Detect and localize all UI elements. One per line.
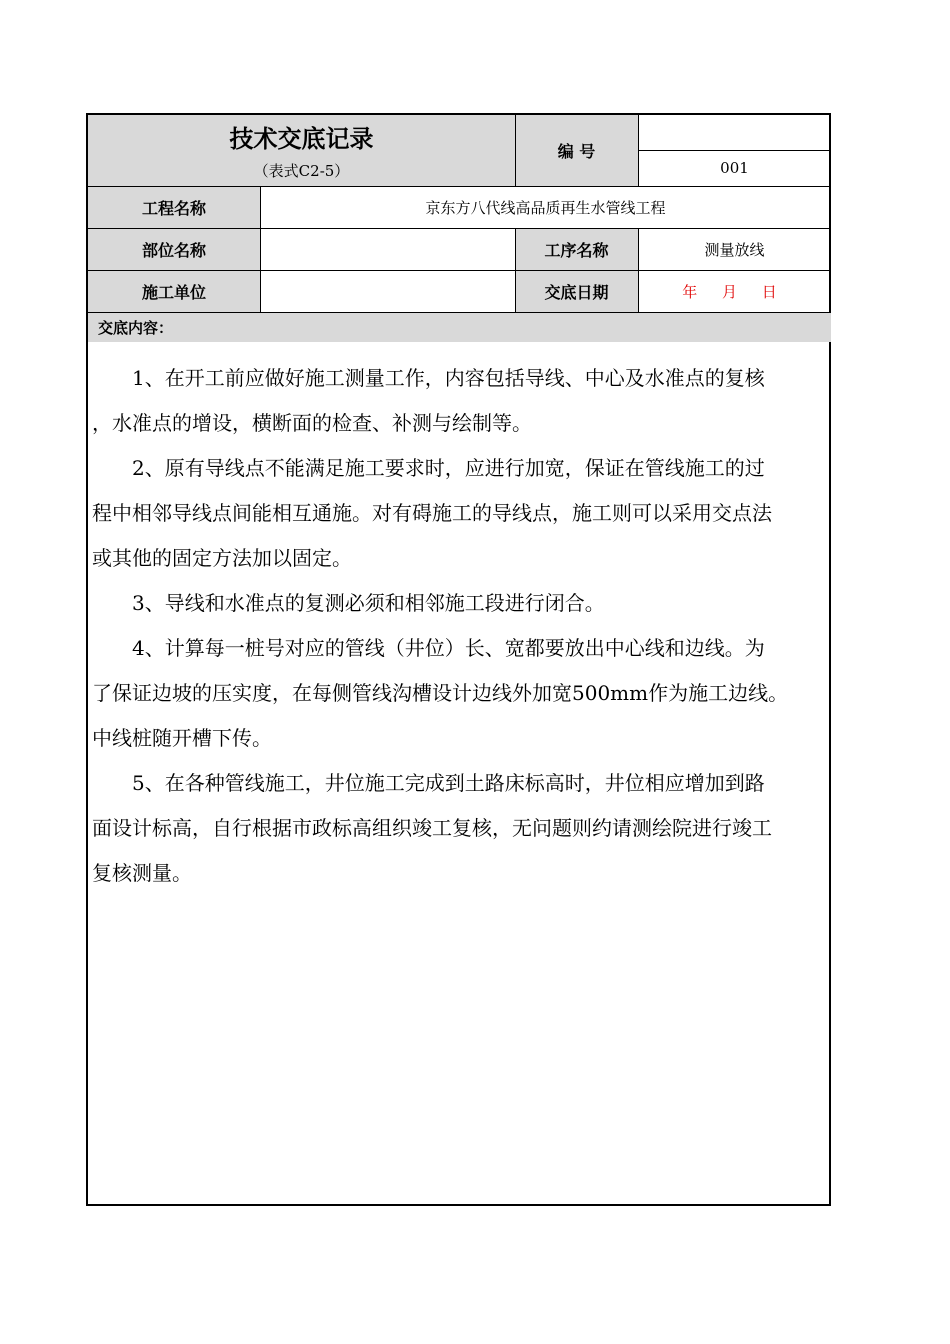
divider — [88, 186, 831, 187]
title-block — [88, 115, 515, 186]
divider — [260, 186, 261, 312]
content-line: 或其他的固定方法加以固定。 — [92, 546, 352, 570]
disclosure-date-label: 交底日期 — [515, 270, 638, 312]
content-line: 4、计算每一桩号对应的管线（井位）长、宽都要放出中心线和边线。为 — [92, 636, 765, 660]
content-line: ，水准点的增设，横断面的检查、补测与绘制等。 — [92, 411, 532, 435]
divider — [515, 115, 516, 186]
project-name-label: 工程名称 — [88, 186, 260, 228]
part-name-label: 部位名称 — [88, 228, 260, 270]
content-label: 交底内容： — [88, 312, 831, 342]
disclosure-date-value: 年 月 日 — [682, 282, 787, 301]
divider — [88, 270, 831, 271]
content-line: 复核测量。 — [92, 861, 192, 885]
disclosure-content — [92, 355, 827, 885]
content-line: 程中相邻导线点间能相互通施。对有碍施工的导线点，施工则可以采用交点法 — [92, 501, 772, 525]
project-name-value: 京东方八代线高品质再生水管线工程 — [425, 198, 666, 217]
technical-disclosure-form — [86, 113, 831, 1206]
content-line: 面设计标高，自行根据市政标高组织竣工复核，无问题则约请测绘院进行竣工 — [92, 816, 772, 840]
process-name-label: 工序名称 — [515, 228, 638, 270]
content-line: 5、在各种管线施工，井位施工完成到土路床标高时，井位相应增加到路 — [92, 771, 765, 795]
contractor-value — [260, 270, 515, 312]
content-line: 1、在开工前应做好施工测量工作，内容包括导线、中心及水准点的复核 — [92, 366, 765, 390]
title-cell — [88, 115, 515, 186]
part-name-value — [260, 228, 515, 270]
form-code: （表式C2-5） — [253, 162, 350, 180]
contractor-label: 施工单位 — [88, 270, 260, 312]
divider — [88, 312, 831, 313]
number-blank-cell — [638, 115, 831, 150]
content-line: 中线桩随开槽下传。 — [92, 726, 272, 750]
content-line: 2、原有导线点不能满足施工要求时，应进行加宽，保证在管线施工的过 — [92, 456, 765, 480]
process-name-value: 测量放线 — [704, 240, 765, 259]
content-line: 了保证边坡的压实度，在每侧管线沟槽设计边线外加宽500mm作为施工边线。 — [92, 681, 789, 705]
page-title: 技术交底记录 — [229, 125, 374, 153]
content-line: 3、导线和水准点的复测必须和相邻施工段进行闭合。 — [92, 591, 605, 615]
divider — [638, 150, 831, 151]
number-value: 001 — [720, 159, 749, 177]
divider — [88, 228, 831, 229]
number-label: 编 号 — [515, 115, 638, 186]
